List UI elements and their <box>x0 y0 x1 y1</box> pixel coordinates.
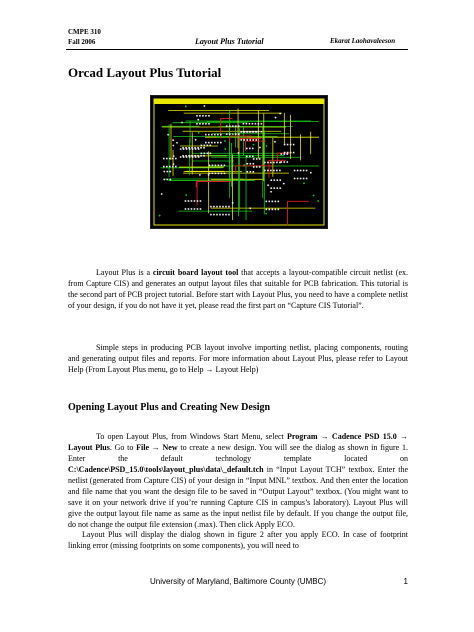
document-title: Orcad Layout Plus Tutorial <box>68 65 222 80</box>
open-bold-3: C:\Cadence\PSD_15.0\tools\layout_plus\data\_default.tch <box>68 465 264 474</box>
intro-text-1: Layout Plus is a <box>96 268 153 277</box>
page-footer <box>68 577 408 586</box>
open-text-3: to create a new design. You will see the dialog as shown in figure 1. Enter the default technology template located on <box>68 443 408 463</box>
eco-text: Layout Plus will display the dialog shown in figure 2 after you apply ECO. In case of footprint linking error (missing footprints on some components), you will need to <box>68 530 408 550</box>
intro-text-2: that accepts a layout-compatible circuit netlist (ex. from Capture CIS) and generates an output layout files that suitable for PCB fabrication. This tutorial is the second part of PCB project tutorial. Before start with Layout Plus, you need to have a complete netlist of your design, if you do not have it yet, please read the first part on “Capture CIS Tutorial”. <box>68 268 408 310</box>
footer-text: University of Maryland, Baltimore County (UMBC) <box>149 577 327 586</box>
open-bold-1: Program → Cadence PSD 15.0 → Layout Plus <box>68 432 408 452</box>
header-author: Ekarat Laohavaleeson <box>330 37 396 45</box>
open-paragraph <box>68 431 408 530</box>
header-title: Layout Plus Tutorial <box>195 37 264 46</box>
open-text-2: . Go to <box>109 443 137 452</box>
open-text-4: in “Input Layout TCH” textbox. Enter the netlist (generated from Capture CIS) of your design in “Input MNL” textbox. And then enter the location and file name that you want the design file to be saved in “Output Layout” textbox. (You might want to save it on your network drive if you’re running Capture CIS in campus’s laboratory). Layout Plus will give the output layout file name as same as the input netlist file by default. If you change the output file, do not change the output file extension (.max). Then click Apply ECO. <box>68 465 408 529</box>
steps-paragraph <box>68 342 408 375</box>
page-number: 1 <box>403 577 408 586</box>
open-text-1: To open Layout Plus, from Windows Start Menu, select <box>96 432 287 441</box>
intro-paragraph <box>68 267 408 311</box>
open-bold-2: File → New <box>136 443 178 452</box>
header-course: CMPE 310 <box>68 28 101 36</box>
intro-bold: circuit board layout tool <box>152 268 239 277</box>
pcb-layout-graphic <box>151 96 327 228</box>
header-term: Fall 2006 <box>68 38 96 46</box>
header-divider <box>66 49 408 50</box>
steps-text: Simple steps in producing PCB layout involve importing netlist, placing components, routing and generating output files and reports. For more information about Layout Plus, please refer to Layout Help (From Layout Plus menu, go to Help → Layout Help) <box>68 343 408 374</box>
header-course-block <box>68 27 101 47</box>
eco-paragraph <box>68 529 408 551</box>
section-heading: Opening Layout Plus and Creating New Design <box>68 402 271 413</box>
pcb-layout-image <box>150 95 328 229</box>
